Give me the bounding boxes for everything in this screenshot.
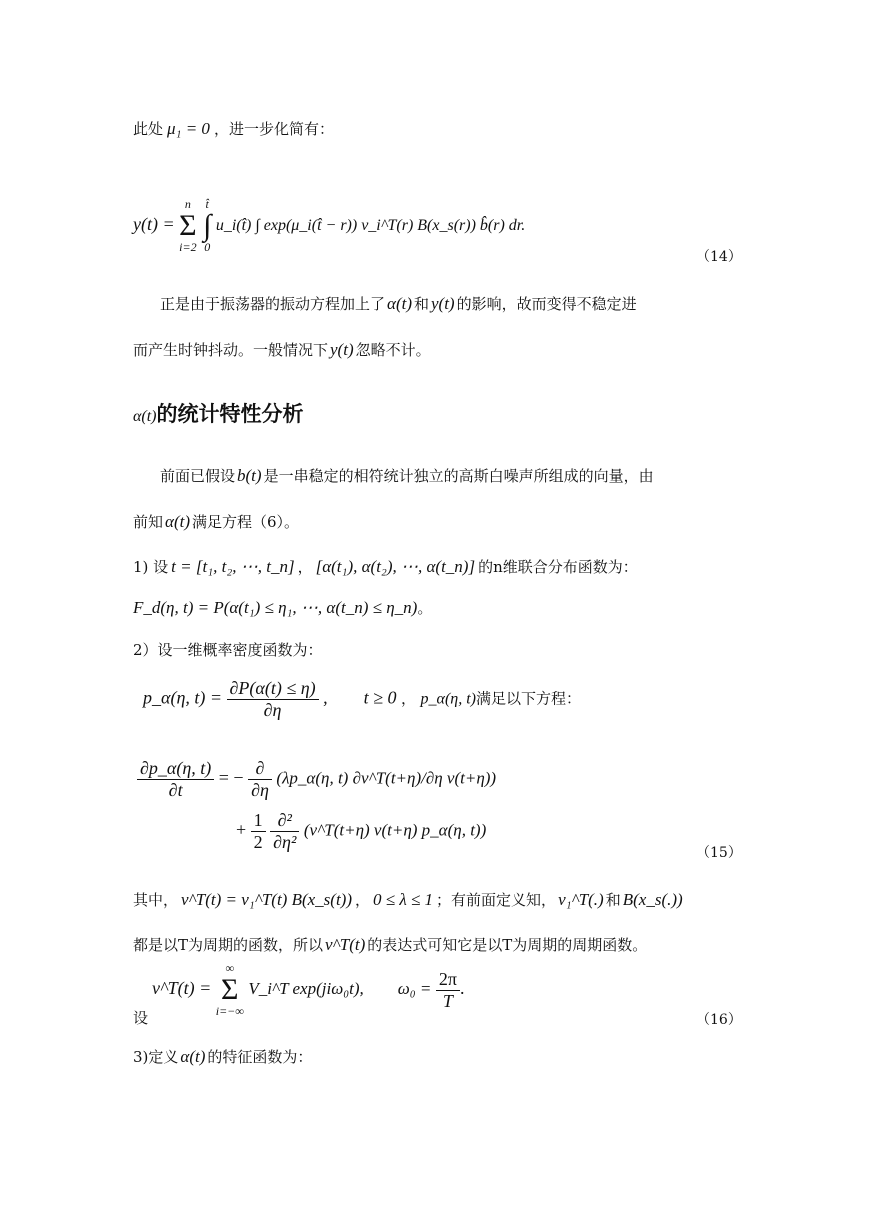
equation-15-number: （15） [696,845,742,861]
p3-b-t: b(t) [237,466,262,485]
density-lhs: p_α(η, t) = [143,687,223,708]
eq15-half-fraction [251,810,266,853]
p1-text-b: 和 [413,295,429,313]
where-text-c: 和 [605,891,621,909]
eq15-equals-minus: = − [218,767,244,788]
item3-alpha-t: α(t) [180,1047,206,1066]
sum-symbol: Σ [179,209,197,242]
paragraph-1-line-1 [160,294,637,314]
p2-text-b: 忽略不计。 [355,341,431,359]
eq16-frac-denominator: T [442,990,453,1011]
eq15-op1-fraction [248,758,272,801]
item2-text: 2）设一维概率密度函数为： [133,641,323,659]
eq15-half-denominator: 2 [253,832,263,852]
where-B: B(x_s(.)) [622,890,683,909]
eq16-omega-fraction [436,969,460,1012]
paragraph-5-line [133,935,647,955]
eq16-sum [216,962,244,1018]
eq14-sum [179,198,196,254]
eq16-period: . [459,978,465,999]
eq15-plus: + [236,819,247,840]
p1-alpha-t: α(t) [387,294,412,313]
item-1-line-1 [133,557,638,577]
sum-symbol: Σ [221,973,239,1006]
item1-end: 。 [417,599,433,617]
item1-alpha-vector: [α(t₁), α(t₂), ⋯, α(t_n)] [315,557,476,576]
p1-text-a: 正是由于振荡器的振动方程加上了 [160,295,386,313]
eq16-sum-lower: i=−∞ [215,1004,244,1018]
p5-v-t: v^T(t) [325,935,366,954]
paragraph-1-line-2 [133,340,431,360]
density-text: 满足以下方程： [475,689,581,708]
density-numerator: ∂P(α(t) ≤ η) [227,678,319,700]
eq14-sum-upper: n [184,197,191,211]
eq15-half-numerator: 1 [251,810,266,832]
eq14-body: u_i(t̂) ∫ exp(μ_i(t̂ − r)) v_i^T(r) B(x_s(r)) b̂(r) dr. [215,217,526,235]
equation-16 [152,962,464,1018]
where-sep: ， [355,891,371,909]
paragraph-2-line-1 [160,466,654,486]
eq15-op1-denominator: ∂η [251,780,269,800]
p2-text-a: 而产生时钟抖动。一般情况下 [133,341,329,359]
eq15-op2-fraction [270,810,299,853]
equation-15-line-2 [236,810,486,853]
density-condition: , t ≥ 0 [323,687,397,708]
p3-text-a: 前面已假设 [160,467,236,485]
eq14-int-lower: 0 [204,240,211,254]
item1-text-a: 1) 设 [133,558,169,576]
item-2-line [133,641,323,659]
eq15-lhs-numerator: ∂p_α(η, t) [137,758,214,780]
p5-text-b: 的表达式可知它是以T为周期的周期函数。 [367,936,648,954]
where-lambda-range: 0 ≤ λ ≤ 1 [373,890,434,909]
p1-y-t: y(t) [431,294,455,313]
where-v1: v₁^T(.) [558,890,604,909]
item3-text-b: 的特征函数为： [207,1048,313,1066]
intro-text-before: 此处 [133,120,164,138]
equation-15-line-1 [137,758,496,801]
eq15-line2-body: (v^T(t+η) v(t+η) p_α(η, t)) [303,820,487,840]
density-fraction [227,678,319,721]
intro-text-after: ，进一步化简有： [213,120,334,138]
integral-symbol: ∫ [203,209,212,242]
p2-y-t: y(t) [330,340,354,359]
section-heading [133,398,304,428]
eq16-prefix: 设 [133,1009,149,1027]
p4-text-b: 满足方程（6）。 [191,513,300,531]
density-sep: ， [401,691,417,708]
eq16-frac-numerator: 2π [436,969,460,991]
mu-equals-zero: μ₁ = 0 [167,119,210,138]
density-equation [143,678,581,721]
eq15-op1-numerator: ∂ [248,758,272,780]
equation-14-number: （14） [696,249,742,265]
item1-sep: ， [297,558,313,576]
density-denominator: ∂η [263,700,282,720]
where-text-b: ；有前面定义知， [436,891,557,909]
eq15-op2-numerator: ∂² [270,810,299,832]
where-v-def: v^T(t) = v₁^T(t) B(x_s(t)) [181,890,352,909]
p5-text-a: 都是以T为周期的函数，所以 [133,936,324,954]
heading-text: 的统计特性分析 [156,401,304,426]
eq14-lhs: y(t) = [133,214,175,235]
eq14-int-upper: t̂ [205,197,209,211]
heading-alpha-t: α(t) [133,408,157,425]
where-line [133,890,683,910]
paragraph-2-line-2 [133,512,299,532]
eq15-op2-denominator: ∂η² [273,832,297,852]
joint-distribution-formula: F_d(η, t) = P(α(t₁) ≤ η₁, ⋯, α(t_n) ≤ η_n) [133,598,418,617]
eq16-lhs: v^T(t) = [152,978,212,999]
p4-text-a: 前知 [133,513,164,531]
eq14-integral-limits [203,198,211,254]
item-3-line [133,1047,312,1067]
eq15-lhs-fraction [137,758,214,801]
eq16-body: V_i^T exp(jiω₀t), ω₀ = [248,979,432,999]
item3-text-a: 3)定义 [133,1048,179,1066]
eq15-lhs-denominator: ∂t [168,780,183,800]
where-text-a: 其中， [133,891,179,909]
equation-14 [133,198,525,254]
eq15-line1-body: (λp_α(η, t) ∂v^T(t+η)/∂η v(t+η)) [276,768,497,788]
equation-16-number: （16） [696,1012,742,1028]
item1-t-vector: t = [t₁, t₂, ⋯, t_n] [171,557,295,576]
intro-line [133,119,334,139]
item-1-line-2 [133,598,432,618]
eq14-sum-lower: i=2 [179,240,197,254]
p1-text-c: 的影响，故而变得不稳定进 [456,295,637,313]
eq16-sum-upper: ∞ [225,961,235,975]
density-p-alpha: p_α(η, t) [420,690,476,708]
item1-text-b: 的n维联合分布函数为： [478,558,638,576]
p4-alpha-t: α(t) [165,512,190,531]
p3-text-b: 是一串稳定的相符统计独立的高斯白噪声所组成的向量，由 [263,467,654,485]
